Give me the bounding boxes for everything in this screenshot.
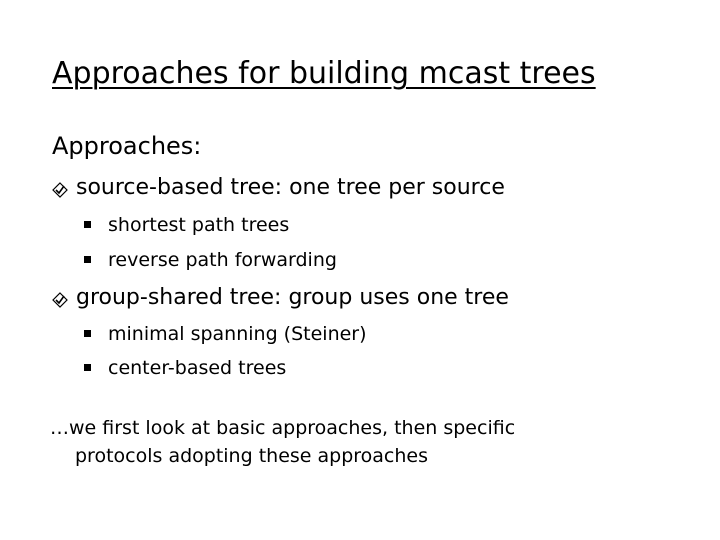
checkmark-diamond-icon [52,288,68,304]
approaches-heading: Approaches: [52,132,202,160]
footer-line-2: protocols adopting these approaches [75,445,429,467]
bullet-term: source-based tree: [76,175,283,200]
bullet-term: group-shared tree: [76,285,282,310]
footer-line-1: …we first look at basic approaches, then specific [50,417,516,439]
footer-note [50,414,515,470]
square-bullet-icon [84,364,91,371]
sub-bullet-text: minimal spanning (Steiner) [108,323,367,345]
bullet-text [76,284,509,312]
bullet-description: one tree per source [282,175,505,200]
square-bullet-icon [84,221,91,228]
square-bullet-icon [84,330,91,337]
bullet-text [76,174,505,202]
sub-bullet-text: shortest path trees [108,214,290,236]
sub-bullet-text: reverse path forwarding [108,249,337,271]
bullet-description: group uses one tree [281,285,509,310]
sub-bullet-text: center-based trees [108,357,287,379]
square-bullet-icon [84,256,91,263]
checkmark-diamond-icon [52,178,68,194]
slide-title: Approaches for building mcast trees [52,56,596,91]
